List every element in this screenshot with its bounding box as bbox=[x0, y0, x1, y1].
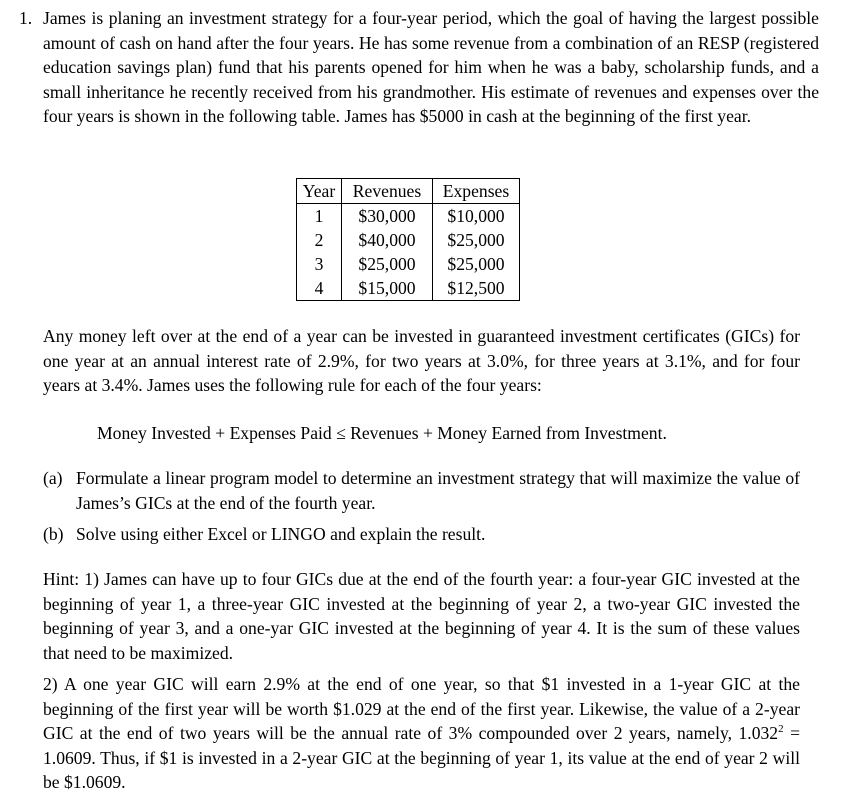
cell-expenses: $25,000 bbox=[447, 230, 505, 250]
hint-2-text-after: = 1.0609. Thus, if $1 is invested in a 2-year GIC at the beginning of year 1, its value at the end of year 2 will be $1.0609. bbox=[43, 723, 800, 792]
table-row bbox=[297, 276, 520, 301]
gic-paragraph: Any money left over at the end of a year can be invested in guaranteed investment certificates (GICs) for one year at an annual interest rate of 2.9%, for two years at 3.0%, for three years at 3.1%, and for four years at 3.4%. James uses the following rule for each of the four years: bbox=[43, 326, 800, 395]
hint-2 bbox=[43, 672, 800, 795]
header-year: Year bbox=[297, 179, 342, 204]
cell-revenues: $15,000 bbox=[342, 276, 433, 301]
header-revenues: Revenues bbox=[342, 179, 433, 204]
part-b-text: Solve using either Excel or LINGO and explain the result. bbox=[76, 524, 486, 544]
problem-number: 1. bbox=[19, 8, 33, 28]
investment-rule: Money Invested + Expenses Paid ≤ Revenues + Money Earned from Investment. bbox=[97, 423, 667, 443]
part-a bbox=[43, 466, 800, 515]
part-b-label: (b) bbox=[43, 524, 64, 544]
cell-year: 1 bbox=[297, 204, 342, 229]
cell-revenues: $25,000 bbox=[342, 252, 433, 276]
cell-expenses: $12,500 bbox=[447, 278, 505, 298]
cell-revenues: $30,000 bbox=[342, 204, 433, 229]
part-b bbox=[43, 522, 800, 547]
table-header-row bbox=[297, 179, 520, 204]
table-row bbox=[297, 228, 520, 252]
revenue-expense-table-wrap bbox=[296, 178, 520, 301]
hint-2-exponent: 2 bbox=[778, 723, 784, 736]
hint-2-text-before: 2) A one year GIC will earn 2.9% at the end of one year, so that $1 invested in a 1-year GIC at the beginning of the first year will be worth $1.029 at the end of the first year. Likewise, the value of a 2-year GIC at the end of two years will be the annual rate of 3% compounded over 2 years, namely, 1.032 bbox=[43, 674, 800, 743]
problem-statement bbox=[19, 6, 819, 129]
part-a-text: Formulate a linear program model to determine an investment strategy that will maximize the value of James’s GICs at the end of the fourth year. bbox=[76, 468, 800, 513]
cell-expenses: $10,000 bbox=[447, 206, 505, 226]
cell-expenses: $25,000 bbox=[447, 254, 505, 274]
cell-year: 2 bbox=[297, 228, 342, 252]
cell-year: 4 bbox=[297, 276, 342, 301]
table-row bbox=[297, 252, 520, 276]
revenue-expense-table bbox=[296, 178, 520, 301]
cell-revenues: $40,000 bbox=[342, 228, 433, 252]
table-row bbox=[297, 204, 520, 229]
hint-1: Hint: 1) James can have up to four GICs due at the end of the fourth year: a four-year GIC invested at the beginning of year 1, a three-year GIC invested at the beginning of year 2, a two-year GIC invested the beginning of year 3, and a one-yar GIC invested at the beginning of year 4. It is the sum of these values that need to be maximized. bbox=[43, 569, 800, 663]
cell-year: 3 bbox=[297, 252, 342, 276]
header-expenses: Expenses bbox=[433, 179, 520, 204]
problem-intro: James is planing an investment strategy for a four-year period, which the goal of having the largest possible amount of cash on hand after the four years. He has some revenue from a combination of an RESP (registered education savings plan) fund that his parents opened for him when he was a baby, scholarship funds, and a small inheritance he recently received from his grandmother. His estimate of revenues and expenses over the four years is shown in the following table. James has $5000 in cash at the beginning of the first year. bbox=[43, 8, 819, 126]
part-a-label: (a) bbox=[43, 468, 63, 488]
